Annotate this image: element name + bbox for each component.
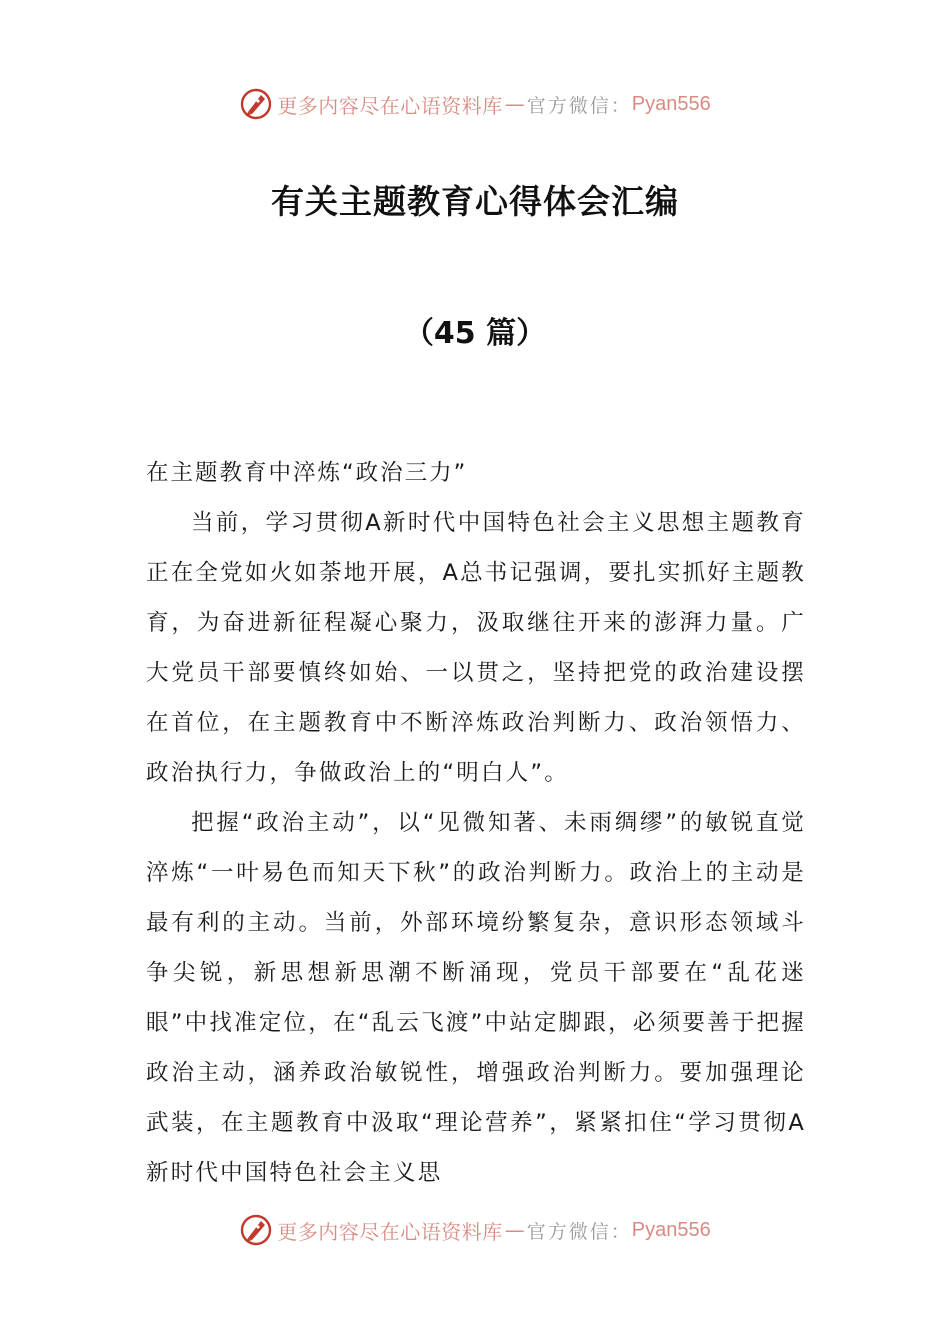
banner-wechat-id: Pyan556 [631, 1218, 711, 1241]
pen-nib-logo-icon [239, 1213, 273, 1247]
banner-text: 更多内容尽在心语资料库 [277, 93, 503, 118]
article-heading: 在主题教育中淬炼“政治三力” [146, 460, 468, 486]
banner-text: 更多内容尽在心语资料库 [277, 1219, 503, 1244]
banner-wechat-id: Pyan556 [631, 92, 711, 115]
header-watermark-banner [0, 84, 950, 124]
document-body [146, 448, 806, 1198]
pen-nib-logo-icon [239, 87, 273, 121]
footer-watermark-banner [0, 1210, 950, 1250]
banner-dash: — [504, 1218, 525, 1242]
banner-wechat-label: 官方微信： [526, 94, 632, 117]
banner-wechat-label: 官方微信： [526, 1220, 632, 1243]
body-paragraph: 当前，学习贯彻A新时代中国特色社会主义思想主题教育正在全党如火如荼地开展，A总书记强调，要扎实抓好主题教育，为奋进新征程凝心聚力，汲取继往开来的澎湃力量。广大党员干部要慎终如始、一以贯之，坚持把党的政治建设摆在首位，在主题教育中不断淬炼政治判断力、政治领悟力、政治执行力，争做政治上的“明白人”。 [146, 510, 806, 786]
document-subtitle: （45 篇） [403, 316, 547, 351]
document-title: 有关主题教育心得体会汇编 [271, 182, 679, 221]
body-paragraph: 把握“政治主动”，以“见微知著、未雨绸缪”的敏锐直觉淬炼“一叶易色而知天下秋”的政治判断力。政治上的主动是最有利的主动。当前，外部环境纷繁复杂，意识形态领域斗争尖锐，新思想新思潮不断涌现，党员干部要在“乱花迷眼”中找准定位，在“乱云飞渡”中站定脚跟，必须要善于把握政治主动，涵养政治敏锐性，增强政治判断力。要加强理论武装，在主题教育中汲取“理论营养”，紧紧扣住“学习贯彻A新时代中国特色社会主义思 [146, 810, 806, 1186]
banner-dash: — [504, 92, 525, 116]
